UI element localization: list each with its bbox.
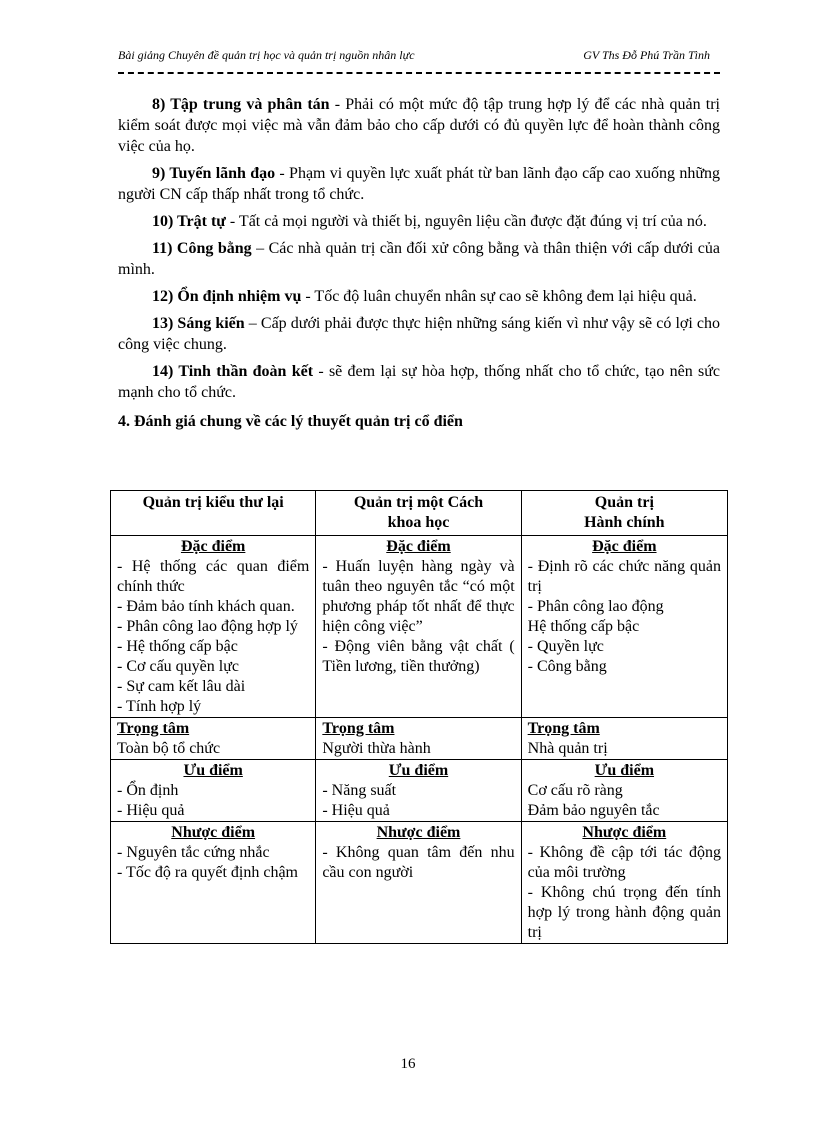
header-left-title: Bài giảng Chuyên đề quản trị học và quản trị nguồn nhân lực bbox=[118, 48, 415, 62]
cell-line: Hệ thống cấp bậc bbox=[527, 618, 640, 635]
table-row bbox=[111, 822, 728, 944]
cell-line: - Không chú trọng đến tính hợp lý trong hành động quản trị bbox=[527, 884, 721, 941]
principle-paragraph bbox=[118, 163, 720, 205]
header-line: khoa học bbox=[387, 514, 450, 531]
row-label: Ưu điểm bbox=[183, 762, 243, 779]
header-line: Quản trị một Cách bbox=[353, 494, 484, 511]
row-label: Ưu điểm bbox=[594, 762, 655, 779]
cell-line: Cơ cấu rõ ràng bbox=[527, 782, 623, 799]
principle-text: - Tốc độ luân chuyển nhân sự cao sẽ không đem lại hiệu quả. bbox=[301, 288, 697, 305]
row-label: Nhược điểm bbox=[171, 824, 256, 841]
table-cell bbox=[111, 760, 316, 822]
document-body bbox=[118, 94, 720, 432]
cell-line: Nhà quản trị bbox=[527, 740, 608, 757]
table-row bbox=[111, 536, 728, 718]
cell-line: Người thừa hành bbox=[322, 740, 431, 757]
principle-title: 10) Trật tự bbox=[152, 213, 226, 230]
principle-title: 9) Tuyến lãnh đạo bbox=[152, 165, 276, 182]
cell-line: - Phân công lao động bbox=[527, 598, 664, 615]
header-bureaucratic bbox=[111, 491, 316, 536]
cell-line: - Cơ cấu quyền lực bbox=[117, 658, 239, 675]
principle-title: 14) Tinh thần đoàn kết bbox=[152, 363, 314, 380]
table-row bbox=[111, 760, 728, 822]
table-cell bbox=[521, 822, 727, 944]
row-label: Nhược điểm bbox=[582, 824, 667, 841]
header-author: GV Ths Đỗ Phú Trần Tình bbox=[583, 48, 710, 62]
cell-line: - Hệ thống cấp bậc bbox=[117, 638, 238, 655]
table-cell bbox=[316, 822, 521, 944]
header-line: Hành chính bbox=[584, 514, 665, 531]
cell-line: - Hiệu quả bbox=[117, 802, 185, 819]
cell-line: - Đảm bảo tính khách quan. bbox=[117, 598, 295, 615]
header-line: Quản trị bbox=[594, 494, 654, 511]
table-cell bbox=[111, 822, 316, 944]
header-divider bbox=[118, 72, 720, 74]
cell-line: - Hệ thống các quan điểm chính thức bbox=[117, 558, 310, 595]
cell-line: - Hiệu quả bbox=[322, 802, 390, 819]
row-label: Nhược điểm bbox=[376, 824, 461, 841]
table-header-row bbox=[111, 491, 728, 536]
row-label: Trọng tâm bbox=[527, 720, 600, 737]
cell-line: - Tốc độ ra quyết định chậm bbox=[117, 864, 298, 881]
table-cell bbox=[521, 718, 727, 760]
principle-paragraph bbox=[118, 286, 720, 307]
cell-line: Toàn bộ tổ chức bbox=[117, 740, 221, 757]
cell-line: Đảm bảo nguyên tắc bbox=[527, 802, 660, 819]
row-label: Trọng tâm bbox=[117, 720, 190, 737]
table-cell bbox=[316, 760, 521, 822]
header-line: Quản trị kiểu thư lại bbox=[142, 494, 284, 511]
cell-line: - Ổn định bbox=[117, 782, 179, 799]
principle-title: 13) Sáng kiến bbox=[152, 315, 245, 332]
principle-text: - sẽ đem lại sự hòa hợp, thống nhất cho tổ chức, tạo nên sức mạnh cho tổ chức. bbox=[118, 363, 720, 401]
page-header bbox=[118, 46, 718, 66]
table-cell bbox=[111, 718, 316, 760]
principle-text: – Cấp dưới phải được thực hiện những sáng kiến vì như vậy sẽ có lợi cho công việc chung. bbox=[118, 315, 721, 353]
principle-paragraph bbox=[118, 94, 720, 157]
principle-paragraph bbox=[118, 238, 720, 280]
table-cell bbox=[316, 536, 521, 718]
cell-line: - Động viên bằng vật chất ( Tiền lương, tiền thưởng) bbox=[322, 638, 515, 675]
row-label: Ưu điểm bbox=[388, 762, 449, 779]
comparison-table bbox=[110, 490, 728, 944]
table-cell bbox=[521, 536, 727, 718]
table-cell bbox=[111, 536, 316, 718]
principle-paragraph bbox=[118, 313, 720, 355]
principles-list bbox=[118, 94, 720, 403]
cell-line: - Định rõ các chức năng quản trị bbox=[527, 558, 721, 595]
cell-line: - Huấn luyện hàng ngày và tuân theo nguyên tắc “có một phương pháp tốt nhất để thực hiện công việc” bbox=[322, 558, 515, 635]
cell-line: - Không đề cập tới tác động của môi trường bbox=[527, 844, 721, 881]
row-label: Trọng tâm bbox=[322, 720, 395, 737]
cell-line: - Công bằng bbox=[527, 658, 607, 675]
cell-line: - Không quan tâm đến nhu cầu con người bbox=[322, 844, 515, 881]
table-body bbox=[111, 536, 728, 944]
principle-title: 11) Công bằng bbox=[152, 240, 252, 257]
cell-line: - Nguyên tắc cứng nhắc bbox=[117, 844, 270, 861]
row-label: Đặc điểm bbox=[592, 538, 657, 555]
principle-title: 12) Ổn định nhiệm vụ bbox=[152, 288, 302, 305]
principle-text: - Phải có một mức độ tập trung hợp lý để các nhà quản trị kiểm soát được mọi việc mà vẫn đảm bảo cho cấp dưới có đủ quyền lực để hoàn thành công việc của họ. bbox=[118, 96, 720, 155]
principle-paragraph bbox=[118, 361, 720, 403]
header-scientific bbox=[316, 491, 521, 536]
section-title: 4. Đánh giá chung về các lý thuyết quản trị cổ điển bbox=[118, 413, 463, 430]
cell-line: - Sự cam kết lâu dài bbox=[117, 678, 246, 695]
principle-paragraph bbox=[118, 211, 720, 232]
header-administrative bbox=[521, 491, 727, 536]
page-number: 16 bbox=[400, 1056, 416, 1072]
table-cell bbox=[316, 718, 521, 760]
principle-text: – Các nhà quản trị cần đối xử công bằng và thân thiện với cấp dưới của mình. bbox=[118, 240, 720, 278]
row-label: Đặc điểm bbox=[386, 538, 451, 555]
table-cell bbox=[521, 760, 727, 822]
cell-line: - Phân công lao động hợp lý bbox=[117, 618, 298, 635]
cell-line: - Năng suất bbox=[322, 782, 397, 799]
principle-text: - Tất cả mọi người và thiết bị, nguyên liệu cần được đặt đúng vị trí của nó. bbox=[225, 213, 707, 230]
table-row bbox=[111, 718, 728, 760]
cell-line: - Tính hợp lý bbox=[117, 698, 202, 715]
principle-text: - Phạm vi quyền lực xuất phát từ ban lãnh đạo cấp cao xuống những người CN cấp thấp nhất trong tổ chức. bbox=[118, 165, 721, 203]
cell-line: - Quyền lực bbox=[527, 638, 604, 655]
row-label: Đặc điểm bbox=[180, 538, 246, 555]
principle-title: 8) Tập trung và phân tán bbox=[152, 96, 330, 113]
